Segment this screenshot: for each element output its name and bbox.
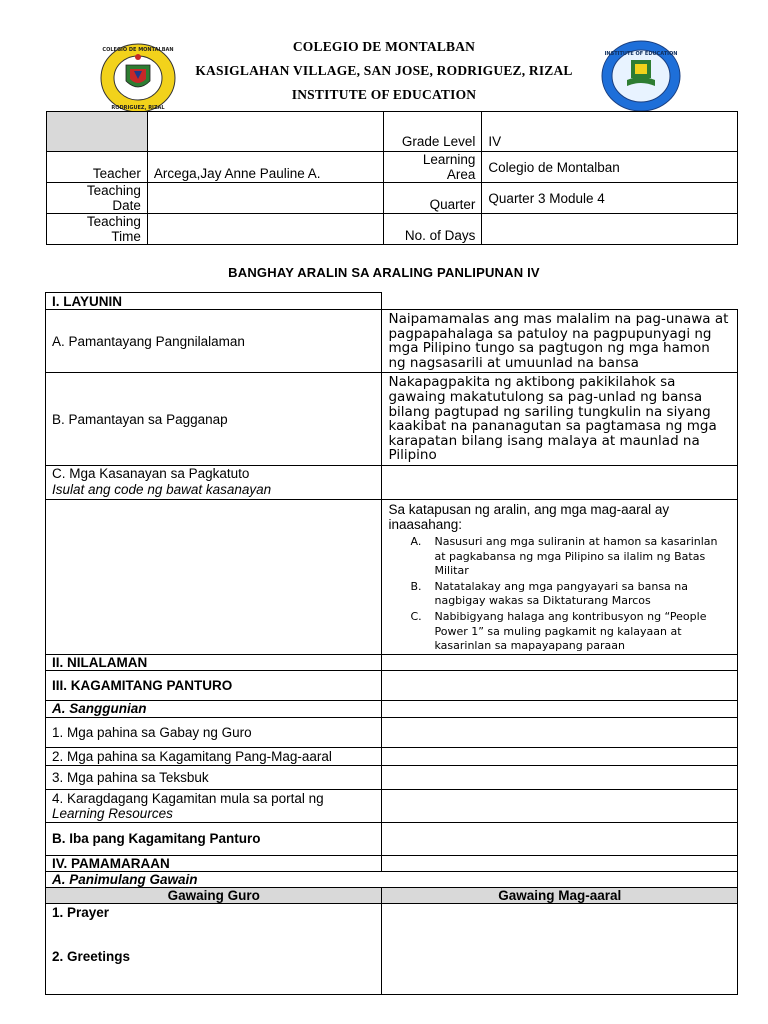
kagamitang-panturo-blank bbox=[382, 670, 738, 700]
layunin-blank bbox=[382, 293, 738, 310]
teacher-value: Arcega,Jay Anne Pauline A. bbox=[147, 152, 383, 183]
info-header-cell bbox=[47, 112, 148, 152]
plan-title: BANGHAY ARALIN SA ARALING PANLIPUNAN IV bbox=[228, 265, 540, 280]
svg-text:INSTITUTE OF EDUCATION: INSTITUTE OF EDUCATION bbox=[604, 51, 678, 57]
quarter-label: Quarter bbox=[383, 183, 482, 214]
quarter-value: Quarter 3 Module 4 bbox=[482, 183, 738, 214]
iba-pang-kagamitan-blank bbox=[382, 822, 738, 855]
objective-item: A. Nasusuri ang mga suliranin at hamon sa kasarinlan at pagkabansa ng mga Pilipino sa ilalim ng Batas Militar bbox=[410, 534, 718, 578]
objectives-left-blank bbox=[46, 499, 382, 654]
pamantayang-pangnilalaman-text: Naipamamalas ang mas malalim na pag-unawa at pagpapahalaga sa patuloy na pagpupunyagi ng mga Pilipino tungo sa pagtugon ng mga hamon ng nagsasarili at umuunlad na bansa bbox=[382, 310, 738, 373]
teaching-date-value bbox=[147, 183, 383, 214]
no-of-days-label: No. of Days bbox=[383, 214, 482, 245]
teaching-time-value bbox=[147, 214, 383, 245]
info-header-blank bbox=[147, 112, 383, 152]
panimulang-gawain-guro-cell bbox=[46, 903, 382, 994]
karagdagang-label: 4. Karagdagang Kagamitan mula sa portal ng Learning Resources bbox=[46, 789, 382, 822]
no-of-days-value bbox=[482, 214, 738, 245]
lesson-plan-table bbox=[45, 292, 738, 995]
objective-item: C. Nabibigyang halaga ang kontribusyon ng “People Power 1” sa muling pagkamit ng kalayaan at kasarinlan sa mapayapang paraan bbox=[410, 609, 707, 653]
kasanayan-label: C. Mga Kasanayan sa Pagkatuto Isulat ang code ng bawat kasanayan bbox=[46, 465, 382, 499]
svg-text:COLEGIO DE MONTALBAN: COLEGIO DE MONTALBAN bbox=[102, 47, 174, 53]
school-name: COLEGIO DE MONTALBAN bbox=[292, 39, 476, 54]
greetings-item: 2. Greetings bbox=[52, 948, 131, 964]
sanggunian-blank bbox=[382, 700, 738, 717]
pamantayang-pangnilalaman-label: A. Pamantayang Pangnilalaman bbox=[46, 310, 382, 373]
school-address: KASIGLAHAN VILLAGE, SAN JOSE, RODRIGUEZ, RIZAL bbox=[195, 63, 573, 78]
panimulang-gawain-heading: A. Panimulang Gawain bbox=[46, 871, 738, 887]
grade-level-label: Grade Level bbox=[383, 112, 482, 152]
pamamaraan-heading: IV. PAMAMARAAN bbox=[46, 855, 382, 871]
gawaing-guro-header: Gawaing Guro bbox=[46, 887, 382, 903]
teksbuk-label: 3. Mga pahina sa Teksbuk bbox=[46, 765, 382, 789]
pamamaraan-blank bbox=[382, 855, 738, 871]
panimulang-gawain-mag-aaral-cell bbox=[382, 903, 738, 994]
teksbuk-blank bbox=[382, 765, 738, 789]
pamantayan-sa-pagganap-text: Nakapagpakita ng aktibong pakikilahok sa gawaing makatutulong sa pag-unlad ng bansa bilang pagtupad ng sariling tungkulin na siyang kaakibat na pananagutan sa pagtamasa ng mga karapatan bilang isang malaya at maunlad na Pilipino bbox=[382, 373, 738, 466]
svg-text:RODRIGUEZ, RIZAL: RODRIGUEZ, RIZAL bbox=[111, 105, 165, 111]
gabay-ng-guro-label: 1. Mga pahina sa Gabay ng Guro bbox=[46, 717, 382, 747]
nilalaman-heading: II. NILALAMAN bbox=[46, 654, 382, 670]
kagamitang-mag-aaral-label: 2. Mga pahina sa Kagamitang Pang-Mag-aaral bbox=[46, 747, 382, 765]
sanggunian-heading: A. Sanggunian bbox=[46, 700, 382, 717]
institute-seal-logo bbox=[601, 40, 681, 112]
pamantayan-sa-pagganap-label: B. Pamantayan sa Pagganap bbox=[46, 373, 382, 466]
objectives-intro: Sa katapusan ng aralin, ang mga mag-aaral ay inaasahang: bbox=[388, 501, 670, 533]
objectives-cell bbox=[382, 499, 738, 654]
gawaing-mag-aaral-header: Gawaing Mag-aaral bbox=[382, 887, 738, 903]
kagamitang-mag-aaral-blank bbox=[382, 747, 738, 765]
learning-area-value: Colegio de Montalban bbox=[482, 152, 738, 183]
grade-level-value: IV bbox=[482, 112, 738, 152]
teacher-label: Teacher bbox=[47, 152, 148, 183]
prayer-item: 1. Prayer bbox=[52, 904, 110, 920]
layunin-heading: I. LAYUNIN bbox=[46, 293, 382, 310]
document-header bbox=[0, 0, 768, 110]
iba-pang-kagamitan-heading: B. Iba pang Kagamitang Panturo bbox=[46, 822, 382, 855]
institute-name: INSTITUTE OF EDUCATION bbox=[291, 87, 477, 102]
learning-area-label: Learning Area bbox=[383, 152, 482, 183]
objective-item: B. Natatalakay ang mga pangyayari sa bansa na nagbigay wakas sa Diktaturang Marcos bbox=[410, 579, 689, 608]
objectives-list bbox=[388, 535, 731, 654]
kagamitang-panturo-heading: III. KAGAMITANG PANTURO bbox=[46, 670, 382, 700]
karagdagang-blank bbox=[382, 789, 738, 822]
lesson-info-table bbox=[46, 111, 738, 245]
gabay-ng-guro-blank bbox=[382, 717, 738, 747]
kasanayan-blank bbox=[382, 465, 738, 499]
nilalaman-blank bbox=[382, 654, 738, 670]
teaching-time-label: Teaching Time bbox=[47, 214, 148, 245]
teaching-date-label: Teaching Date bbox=[47, 183, 148, 214]
